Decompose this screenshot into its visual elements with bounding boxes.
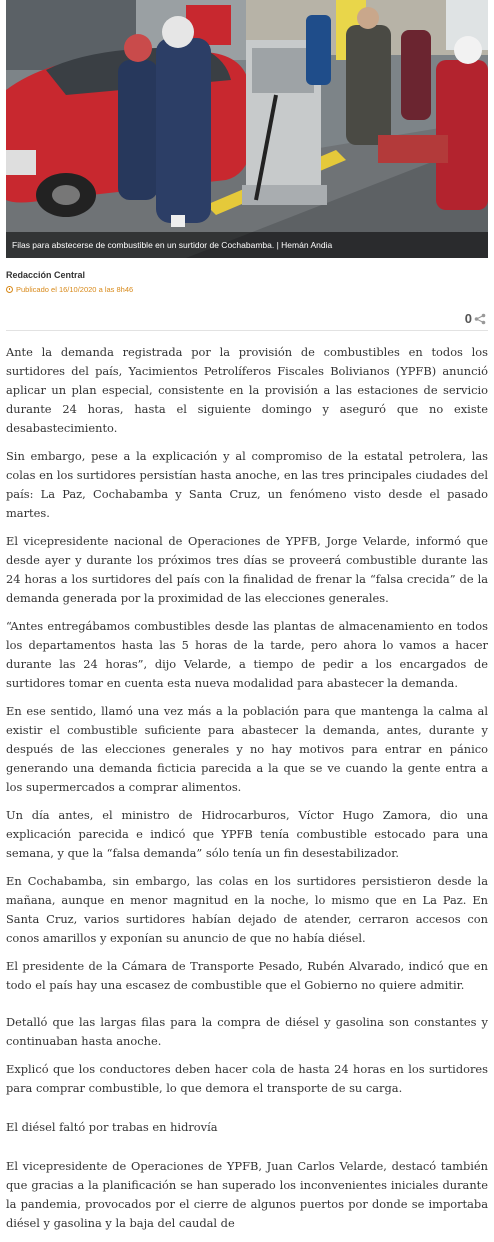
meta-divider bbox=[6, 330, 488, 331]
article-subheading: El diésel faltó por trabas en hidrovía bbox=[6, 1120, 218, 1134]
article-paragraph: El presidente de la Cámara de Transporte Pesado, Rubén Alvarado, indicó que en todo el país hay una escasez de combustible que el Gobierno no quiere admitir. bbox=[6, 959, 488, 992]
author-byline[interactable]: Redacción Central bbox=[6, 270, 86, 280]
photo-caption: Filas para abstecerse de combustible en un surtidor de Cochabamba. | Hemán Andia bbox=[6, 232, 488, 258]
article-paragraph: “Antes entregábamos combustibles desde las plantas de almacenamiento en todos los departamentos hasta las 5 horas de la tarde, pero ahora lo vamos a hacer durante las 24 horas”, dijo Velarde, a tiempo de pedir a los encargados de surtidores tomar en cuenta esta nueva modalidad para abastecer la demanda. bbox=[6, 619, 488, 690]
article-paragraph: En ese sentido, llamó una vez más a la población para que mantenga la calma al existir el combustible suficiente para abastecer la demanda, antes, durante y después de las elecciones generales y no hay motivos para entrar en pánico generando una demanda ficticia parecida a la que se ve cuando la gente entra a los supermercados a comprar alimentos. bbox=[6, 704, 488, 794]
article-paragraph: Sin embargo, pese a la explicación y al compromiso de la estatal petrolera, las colas en los surtidores persistían hasta anoche, en las tres principales ciudades del país: La Paz, Cochabamba y Santa Cruz, un fenómeno visto desde el pasado martes. bbox=[6, 449, 488, 520]
article-body bbox=[6, 343, 488, 1242]
article-photo bbox=[6, 0, 488, 258]
article-paragraph: En Cochabamba, sin embargo, las colas en los surtidores persistieron desde la mañana, aunque en menor magnitud en la noche, lo mismo que en La Paz. En Santa Cruz, varios surtidores habían dejado de atender, cerraron accesos con conos amarillos y exponían su anuncio de que no había diésel. bbox=[6, 874, 488, 945]
share-icon[interactable] bbox=[474, 313, 486, 325]
gas-station-scene bbox=[6, 0, 488, 258]
clock-icon bbox=[6, 286, 13, 293]
share-widget[interactable] bbox=[465, 311, 486, 326]
article-paragraph: Un día antes, el ministro de Hidrocarburos, Víctor Hugo Zamora, dio una explicación parecida e indicó que YPFB tenía combustible estocado para una semana, y que la “falsa demanda” sólo tenía un fin desestabilizador. bbox=[6, 808, 488, 860]
share-count: 0 bbox=[464, 311, 472, 326]
publish-date bbox=[6, 285, 133, 294]
publish-date-text: Publicado el 16/10/2020 a las 8h46 bbox=[16, 285, 134, 294]
article-paragraph: Ante la demanda registrada por la provisión de combustibles en todos los surtidores del país, Yacimientos Petrolíferos Fiscales Bolivianos (YPFB) anunció aplicar un plan especial, consistente en la provisión a las estaciones de servicio durante 24 horas, hasta el siguiente domingo y aseguró que no existe desabastecimiento. bbox=[6, 345, 488, 435]
article-paragraph: El vicepresidente de Operaciones de YPFB, Juan Carlos Velarde, destacó también que gracias a la planificación se han superado los inconvenientes iniciales durante la pandemia, provocados por el cierre de algunos puertos por donde se importaba diésel y gasolina y la baja del caudal de bbox=[6, 1159, 488, 1230]
article-paragraph: El vicepresidente nacional de Operaciones de YPFB, Jorge Velarde, informó que desde ayer y durante los próximos tres días se proveerá combustible durante las 24 horas a los surtidores del país con la finalidad de frenar la “falsa crecida” de la demanda generada por la proximidad de las elecciones generales. bbox=[6, 534, 488, 605]
article-paragraph: Detalló que las largas filas para la compra de diésel y gasolina son constantes y continuaban hasta anoche. bbox=[6, 1015, 488, 1048]
article-paragraph: Explicó que los conductores deben hacer cola de hasta 24 horas en los surtidores para comprar combustible, lo que demora el transporte de su carga. bbox=[6, 1062, 488, 1095]
